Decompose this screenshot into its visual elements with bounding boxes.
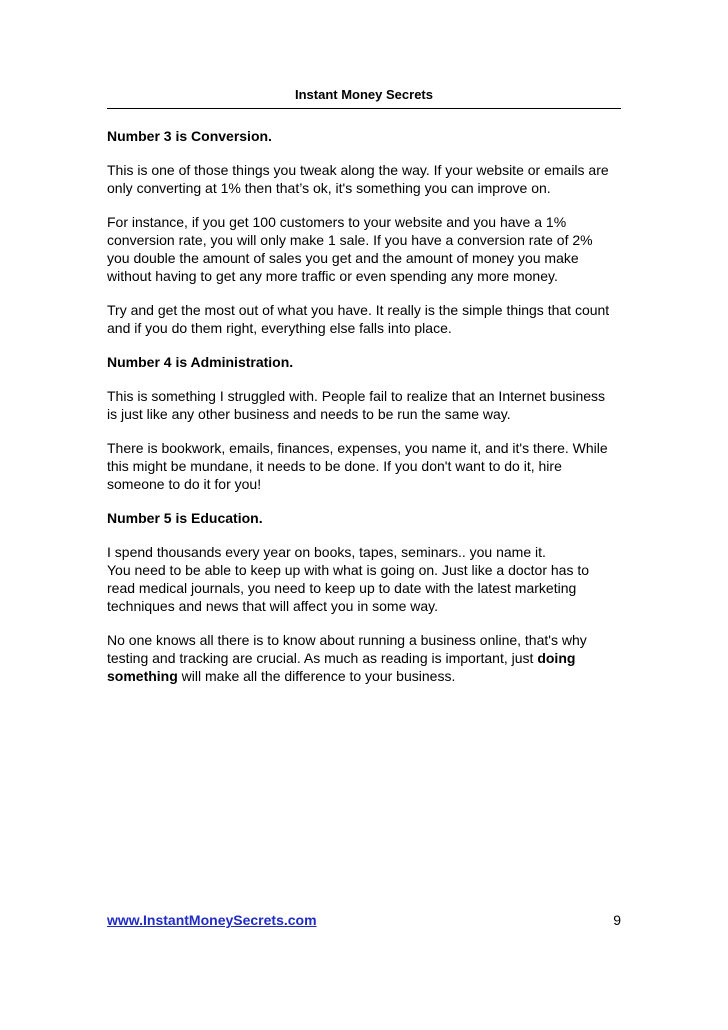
- paragraph: [107, 387, 627, 423]
- text-line: I spend thousands every year on books, tapes, seminars.. you name it.: [107, 544, 546, 560]
- text-line: without having to get any more traffic or even spending any more money.: [107, 268, 558, 284]
- paragraph: [107, 439, 627, 493]
- text-line: conversion rate, you will only make 1 sale. If you have a conversion rate of 2%: [107, 232, 593, 248]
- emphasis-doing: doing: [537, 650, 576, 666]
- text-line: techniques and news that will affect you in some way.: [107, 598, 438, 614]
- text-line: Try and get the most out of what you have. It really is the simple things that count: [107, 302, 610, 318]
- emphasis-something: something: [107, 668, 178, 684]
- paragraph: [107, 543, 627, 615]
- paragraph: [107, 631, 627, 685]
- text-line: No one knows all there is to know about running a business online, that's why: [107, 632, 587, 648]
- text-run: testing and tracking are crucial. As much as reading is important, just: [107, 650, 534, 666]
- header-divider: [107, 108, 621, 109]
- text-run: will make all the difference to your business.: [181, 668, 456, 684]
- text-line: read medical journals, you need to keep up to date with the latest marketing: [107, 580, 577, 596]
- document-body: [107, 127, 627, 701]
- section-heading-education: Number 5 is Education.: [107, 510, 263, 526]
- text-line: this might be mundane, it needs to be done. If you don't want to do it, hire: [107, 458, 562, 474]
- text-line: This is something I struggled with. People fail to realize that an Internet business: [107, 388, 606, 404]
- text-line: For instance, if you get 100 customers to your website and you have a 1%: [107, 214, 567, 230]
- page-header-title: Instant Money Secrets: [295, 87, 433, 102]
- text-line: There is bookwork, emails, finances, expenses, you name it, and it's there. While: [107, 440, 608, 456]
- text-line: you double the amount of sales you get and the amount of money you make: [107, 250, 579, 266]
- paragraph: [107, 161, 627, 197]
- text-line: [107, 649, 627, 667]
- paragraph: [107, 213, 627, 285]
- text-line: You need to be able to keep up with what is going on. Just like a doctor has to: [107, 562, 590, 578]
- text-line: This is one of those things you tweak along the way. If your website or emails are: [107, 162, 609, 178]
- page-number: 9: [613, 912, 621, 928]
- section-heading-administration: Number 4 is Administration.: [107, 354, 294, 370]
- text-line: only converting at 1% then that’s ok, it's something you can improve on.: [107, 180, 551, 196]
- section-heading-conversion: Number 3 is Conversion.: [107, 128, 272, 144]
- text-line: is just like any other business and needs to be run the same way.: [107, 406, 511, 422]
- text-line: someone to do it for you!: [107, 476, 262, 492]
- text-line: [107, 667, 627, 685]
- paragraph: [107, 301, 627, 337]
- text-line: and if you do them right, everything else falls into place.: [107, 320, 452, 336]
- footer-website-link[interactable]: www.InstantMoneySecrets.com: [107, 912, 317, 928]
